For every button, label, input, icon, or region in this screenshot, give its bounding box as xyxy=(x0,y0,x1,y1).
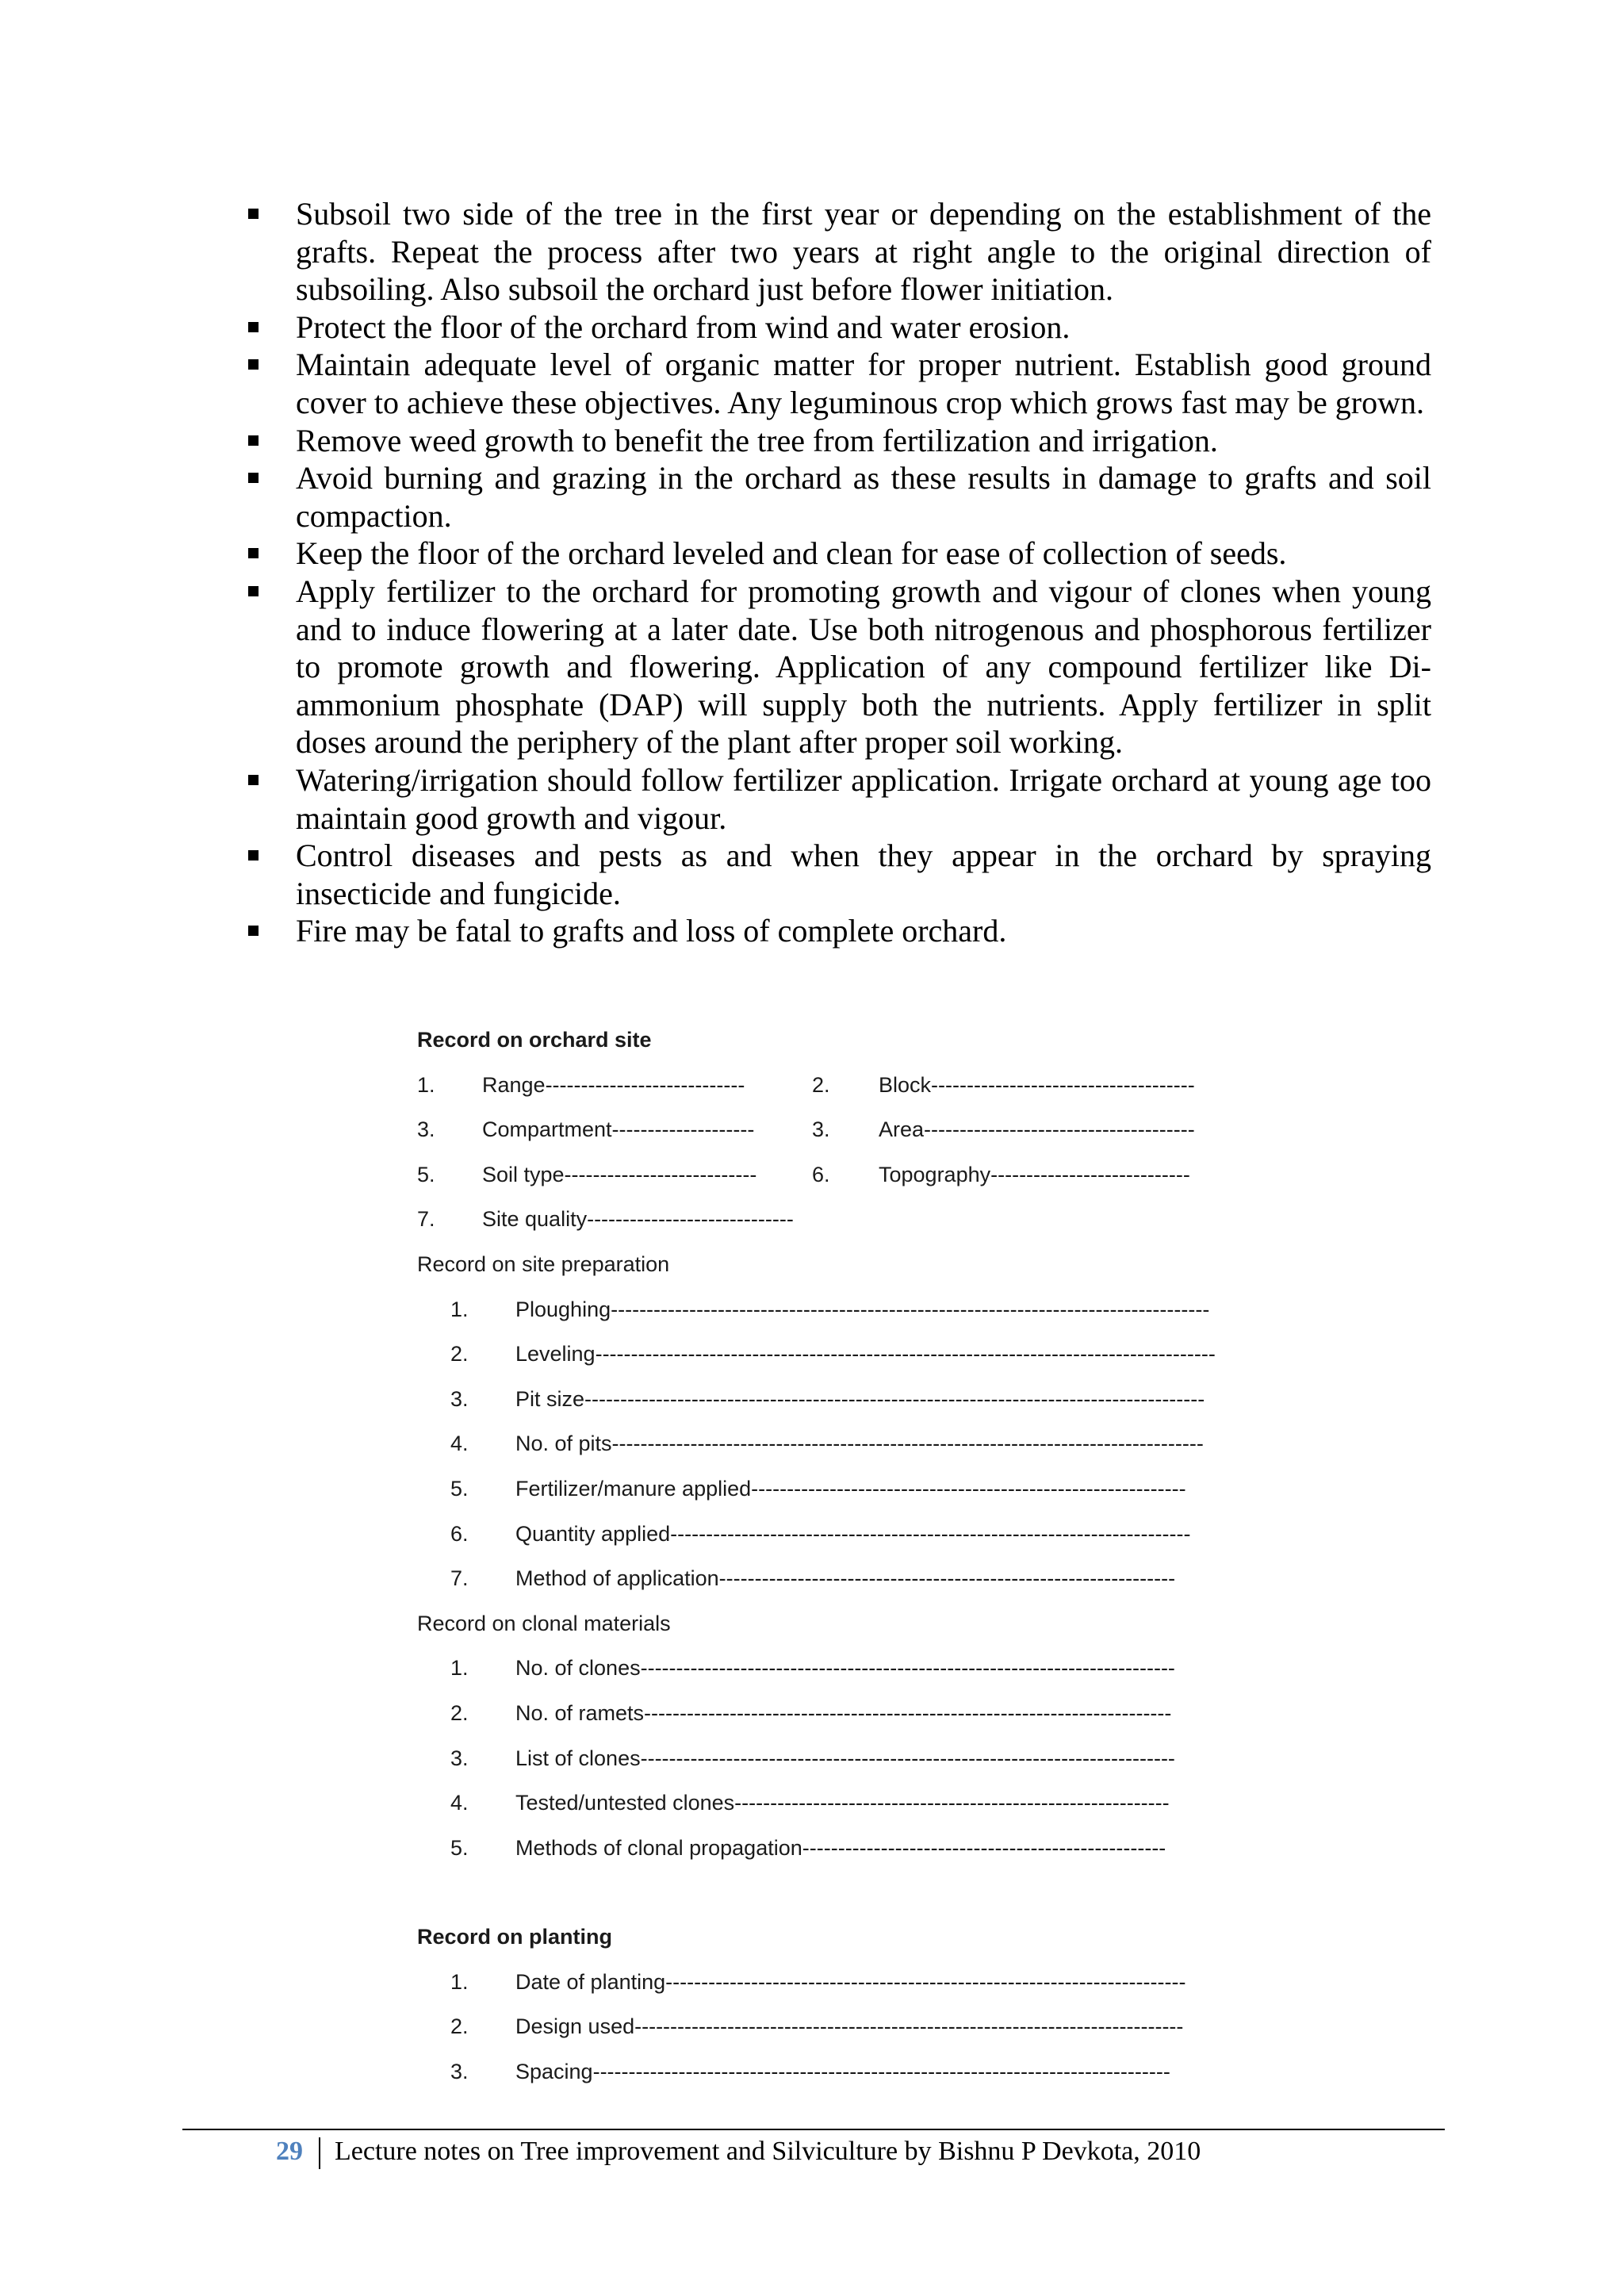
bullet-text: Apply fertilizer to the orchard for promoting growth and vigour of clones when young and to induce flowering at a later date. Use both nitrogenous and phosphorous fertilizer to promote growth and flowering. Application of any compound fertilizer like Di-ammonium phosphate (DAP) will supply both the nutrients. Apply fertilizer in split doses around the periphery of the plant after proper soil working. xyxy=(296,573,1431,761)
site-preparation-item xyxy=(417,1386,1205,1432)
footer-divider xyxy=(182,2129,1445,2130)
site-preparation-item xyxy=(417,1297,1210,1343)
item-number: 7. xyxy=(417,1207,435,1232)
footer-text: Lecture notes on Tree improvement and Silviculture by Bishnu P Devkota, 2010 xyxy=(335,2137,1201,2166)
item-number: 1. xyxy=(450,1969,469,1994)
item-number: 3. xyxy=(812,1117,830,1142)
site-preparation-item xyxy=(417,1477,1202,1522)
leveling-field: Leveling--------------------------------------------------------------------------------------- xyxy=(515,1342,1216,1366)
bullet-item xyxy=(242,309,1431,347)
item-number: 5. xyxy=(417,1162,435,1186)
square-bullet-icon xyxy=(248,473,259,483)
bullet-text: Maintain adequate level of organic matter for proper nutrient. Establish good ground cover to achieve these objectives. Any leguminous crop which grows fast may be grown. xyxy=(296,347,1431,420)
clonal-materials-heading: Record on clonal materials xyxy=(417,1611,671,1635)
topography-field: Topography---------------------------- xyxy=(879,1162,1190,1186)
site-quality-field: Site quality----------------------------- xyxy=(482,1207,794,1232)
bullet-item xyxy=(242,195,1431,309)
item-number: 3. xyxy=(450,2060,469,2084)
soil-type-field: Soil type--------------------------- xyxy=(482,1162,757,1186)
record-form xyxy=(417,1028,1216,2105)
item-number: 3. xyxy=(450,1386,469,1411)
site-preparation-item xyxy=(417,1432,1202,1477)
orchard-site-heading: Record on orchard site xyxy=(417,1028,652,1052)
list-of-clones-field: List of clones--------------------------------------------------------------------------- xyxy=(515,1746,1175,1770)
item-number: 1. xyxy=(417,1072,435,1097)
bullet-item xyxy=(242,535,1431,573)
item-number: 2. xyxy=(450,2014,469,2039)
section-gap xyxy=(417,1880,1202,1925)
square-bullet-icon xyxy=(248,850,259,861)
planting-item xyxy=(417,2060,1202,2105)
item-number: 7. xyxy=(450,1566,469,1591)
orchard-site-row xyxy=(417,1207,1202,1252)
square-bullet-icon xyxy=(248,435,259,446)
item-number: 5. xyxy=(450,1835,469,1860)
quantity-applied-field: Quantity applied------------------------------------------------------------------------- xyxy=(515,1521,1191,1546)
orchard-site-row xyxy=(417,1163,1202,1208)
item-number: 2. xyxy=(812,1072,830,1097)
range-field: Range---------------------------- xyxy=(482,1072,745,1097)
design-used-field: Design used----------------------------------------------------------------------------- xyxy=(515,2014,1184,2039)
square-bullet-icon xyxy=(248,548,259,558)
no-of-pits-field: No. of pits----------------------------------------------------------------------------------- xyxy=(515,1432,1204,1456)
square-bullet-icon xyxy=(248,322,259,332)
clonal-materials-item xyxy=(417,1656,1202,1701)
site-preparation-item xyxy=(417,1522,1202,1567)
compartment-field: Compartment-------------------- xyxy=(482,1117,755,1142)
spacing-field: Spacing--------------------------------------------------------------------------------- xyxy=(515,2060,1170,2084)
square-bullet-icon xyxy=(248,926,259,936)
square-bullet-icon xyxy=(248,775,259,785)
area-field: Area-------------------------------------- xyxy=(879,1117,1195,1142)
item-number: 2. xyxy=(450,1342,469,1366)
bullet-text: Remove weed growth to benefit the tree from fertilization and irrigation. xyxy=(296,422,1218,458)
clonal-propagation-field: Methods of clonal propagation--------------------------------------------------- xyxy=(515,1835,1166,1860)
date-of-planting-field: Date of planting------------------------------------------------------------------------- xyxy=(515,1969,1186,1994)
clonal-materials-item xyxy=(417,1746,1202,1792)
bullet-item xyxy=(242,912,1431,950)
page-number: 29 xyxy=(276,2137,303,2166)
bullet-item xyxy=(242,837,1431,912)
site-preparation-heading: Record on site preparation xyxy=(417,1251,670,1276)
method-of-application-field: Method of application---------------------------------------------------------------- xyxy=(515,1566,1176,1591)
item-number: 6. xyxy=(450,1521,469,1546)
item-number: 1. xyxy=(450,1656,469,1681)
footer-separator xyxy=(319,2137,320,2169)
item-number: 3. xyxy=(450,1746,469,1770)
square-bullet-icon xyxy=(248,586,259,596)
item-number: 2. xyxy=(450,1700,469,1725)
fertilizer-applied-field: Fertilizer/manure applied------------------------------------------------------------- xyxy=(515,1476,1186,1501)
bullet-text: Protect the floor of the orchard from wind and water erosion. xyxy=(296,309,1071,345)
bullet-text: Watering/irrigation should follow fertilizer application. Irrigate orchard at young age too maintain good growth and vigour. xyxy=(296,761,1431,836)
item-number: 1. xyxy=(450,1297,469,1321)
tested-untested-clones-field: Tested/untested clones------------------------------------------------------------- xyxy=(515,1791,1170,1815)
bullet-text: Control diseases and pests as and when they appear in the orchard by spraying insecticide and fungicide. xyxy=(296,838,1431,911)
pit-size-field: Pit size--------------------------------------------------------------------------------------- xyxy=(515,1386,1205,1411)
clonal-materials-item xyxy=(417,1701,1202,1746)
planting-item xyxy=(417,2014,1202,2060)
item-number: 4. xyxy=(450,1791,469,1815)
ploughing-field: Ploughing------------------------------------------------------------------------------------ xyxy=(515,1297,1210,1321)
clonal-materials-item xyxy=(417,1836,1202,1881)
item-number: 5. xyxy=(450,1476,469,1501)
square-bullet-icon xyxy=(248,359,259,370)
page-footer xyxy=(270,2133,1201,2170)
bullet-item xyxy=(242,573,1431,761)
item-number: 4. xyxy=(450,1432,469,1456)
square-bullet-icon xyxy=(248,209,259,219)
planting-heading: Record on planting xyxy=(417,1925,612,1949)
site-preparation-item xyxy=(417,1566,1202,1612)
no-of-ramets-field: No. of ramets-------------------------------------------------------------------------- xyxy=(515,1700,1172,1725)
item-number: 3. xyxy=(417,1117,435,1142)
bullet-item xyxy=(242,422,1431,460)
bullet-item xyxy=(242,346,1431,421)
clonal-materials-item xyxy=(417,1791,1202,1836)
planting-item xyxy=(417,1970,1202,2015)
site-preparation-item xyxy=(417,1342,1216,1387)
orchard-site-row xyxy=(417,1117,1202,1163)
no-of-clones-field: No. of clones--------------------------------------------------------------------------- xyxy=(515,1656,1175,1681)
bullet-text: Fire may be fatal to grafts and loss of complete orchard. xyxy=(296,913,1007,949)
bullet-item xyxy=(242,459,1431,535)
item-number: 6. xyxy=(812,1162,830,1186)
bullet-list xyxy=(242,195,1431,950)
bullet-text: Subsoil two side of the tree in the first year or depending on the establishment of the grafts. Repeat the process after two years at right angle to the original direction of subsoiling. Also subsoil the orchard just before flower initiation. xyxy=(296,196,1431,308)
block-field: Block------------------------------------- xyxy=(879,1072,1195,1097)
bullet-text: Keep the floor of the orchard leveled and clean for ease of collection of seeds. xyxy=(296,535,1287,572)
bullet-text: Avoid burning and grazing in the orchard as these results in damage to grafts and soil compaction. xyxy=(296,460,1431,534)
bullet-item xyxy=(242,761,1431,837)
orchard-site-row xyxy=(417,1073,1202,1118)
